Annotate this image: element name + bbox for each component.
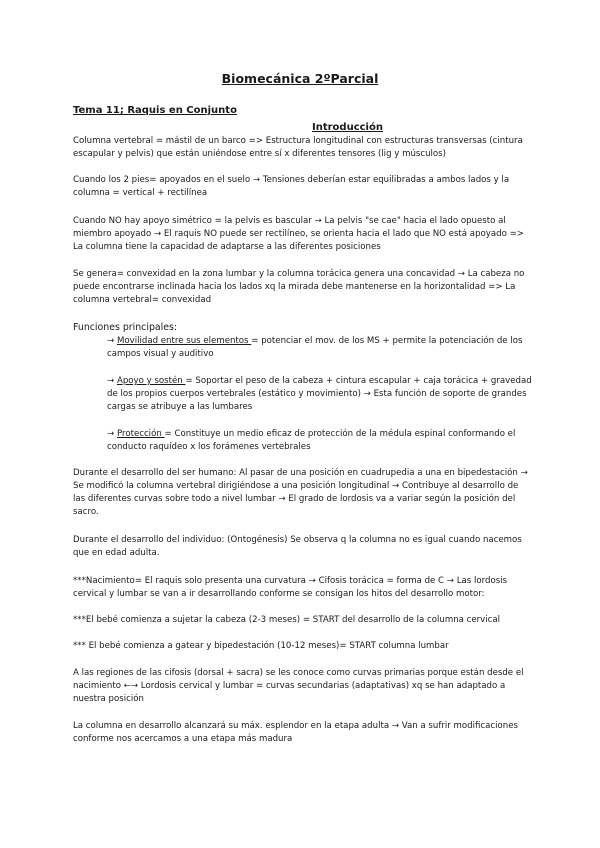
paragraph-cabeza: ***El bebé comienza a sujetar la cabeza (2-3 meses) = START del desarrollo de la columna cervical [73,615,501,625]
functions-heading: Funciones principales: [73,322,178,333]
section-heading: Tema 11; Raquis en Conjunto [73,105,237,116]
function-description: = Soportar el peso de la cabeza + cintura escapular + caja torácica + gravedad de los propios cuerpos vertebrales (estático y movimiento) → Esta función de soporte de grandes cargas se atribuye a las lumbares [107,376,532,412]
function-item-proteccion [107,428,533,454]
arrow-icon: → [107,336,117,346]
function-description: = Constituye un medio eficaz de protección de la médula espinal conformando el conducto raquídeo x los forámenes vertebrales [107,429,516,452]
subsection-heading: Introducción [312,122,383,133]
paragraph-individuo: Durante el desarrollo del individuo: (Ontogénesis) Se observa q la columna no es igual cuando nacemos que en edad adulta. [73,535,522,558]
function-term: Apoyo y sostén [116,376,186,386]
paragraph-gatear: *** El bebé comienza a gatear y bipedestación (10-12 meses)= START columna lumbar [73,641,449,651]
arrow-icon: → [107,429,117,439]
paragraph-columna: Columna vertebral = mástil de un barco => Estructura longitudinal con estructuras transversas (cintura escapular y pelvis) que están uniéndose entre sí x diferentes tensores (lig y músculos) [73,136,523,159]
paragraph-desarrollo: La columna en desarrollo alcanzará su máx. esplendor en la etapa adulta → Van a sufrir modificaciones conforme nos acercamos a una etapa más madura [73,721,519,744]
paragraph-apoyo: Cuando NO hay apoyo simétrico = la pelvis es bascular → La pelvis "se cae" hacia el lado opuesto al miembro apoyado → El raquis NO puede ser rectilíneo, se orienta hacia el lado que NO está apoyado => La columna tiene la capacidad de adaptarse a las diferentes posiciones [73,216,524,252]
document-title: Biomecánica 2ºParcial [221,71,379,86]
arrow-icon: → [107,376,117,386]
function-description: = potenciar el mov. de los MS + permite la potenciación de los campos visual y auditivo [107,336,523,359]
paragraph-cifosis: A las regiones de las cifosis (dorsal + sacra) se les conoce como curvas primarias porque están desde el nacimiento ←→ Lordosis cervical y lumbar = curvas secundarias (adaptativas) xq se han adaptado a nuestra posición [73,668,524,704]
paragraph-convexidad: Se genera= convexidad en la zona lumbar y la columna torácica genera una concavidad → La cabeza no puede encontrarse inclinada hacia los lados xq la mirada debe mantenerse en la horizontalidad => La columna vertebral= convexidad [73,269,525,305]
paragraph-nacimiento: ***Nacimiento= El raquis solo presenta una curvatura → Cifosis torácica = forma de C → Las lordosis cervical y lumbar se van a ir desarrollando conforme se consigan los hitos del desarrollo motor: [73,576,508,599]
function-term: Protección [116,429,165,439]
paragraph-ser-humano: Durante el desarrollo del ser humano: Al pasar de una posición en cuadrupedia a una en bipedestación → Se modificó la columna vertebral dirigiéndose a una posición longitudinal → Contribuye al desarrollo de las diferentes curvas sobre todo a nivel lumbar → El grado de lordosis va a variar según la posición del sacro. [73,468,528,517]
function-item-movilidad [107,335,533,361]
function-item-apoyo [107,375,533,414]
function-term: Movilidad entre sus elementos [116,336,252,346]
paragraph-pies: Cuando los 2 pies= apoyados en el suelo → Tensiones deberían estar equilibradas a ambos lados y la columna = vertical + rectilínea [73,175,510,198]
